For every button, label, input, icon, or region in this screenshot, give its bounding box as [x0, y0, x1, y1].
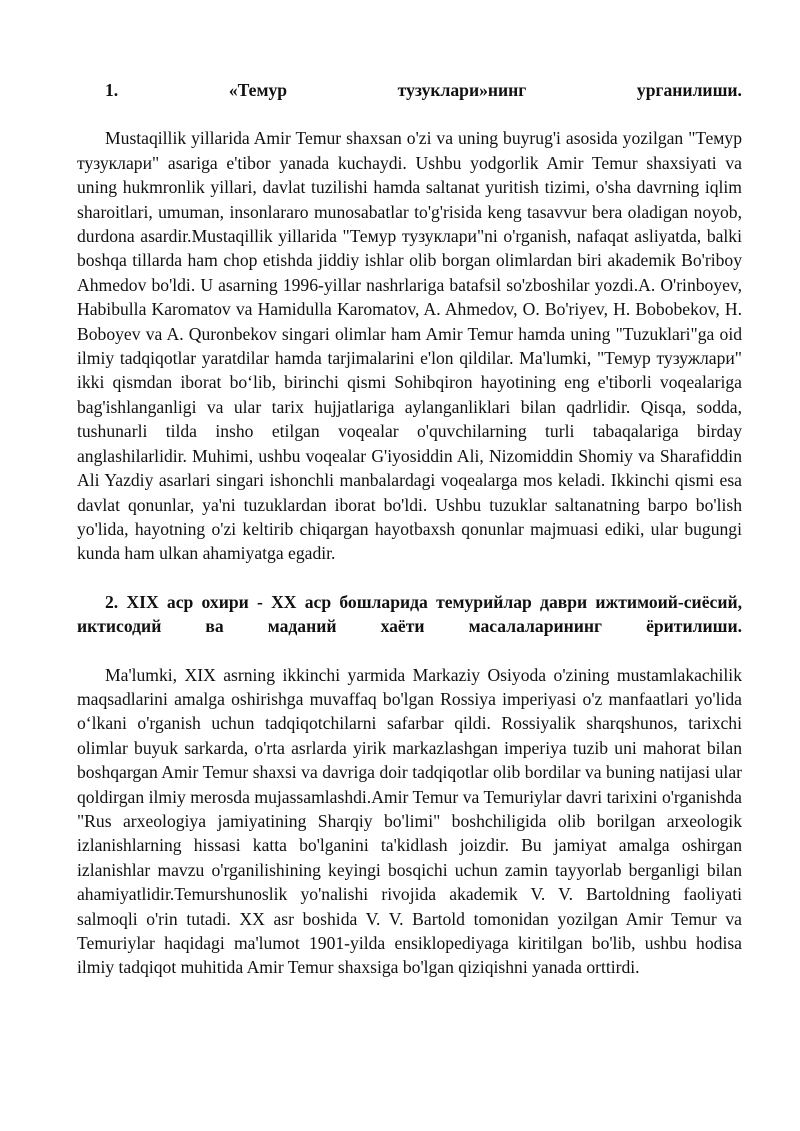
spacer — [77, 102, 742, 126]
section-1-heading — [77, 78, 742, 102]
section-2-paragraph: Ma'lumki, XIX asrning ikkinchi yarmida Markaziy Osiyoda o'zining mustamlakachilik maqsadlarini amalga oshirishga muvaffaq bo'lgan Rossiya imperiyasi o'z manfaatlari yo'lida o‘lkani o'rganish uchun tadqiqotchilarni safarbar qildi. Rossiyalik sharqshunos, tarixchi olimlar buyuk sarkarda, o'rta asrlarda yirik markazlashgan imperiya tuzib uni mahorat bilan boshqargan Amir Temur shaxsi va davriga doir tadqiqotlar olib bordilar va buning natijasi ular qoldirgan ilmiy merosda mujassamlashdi.Amir Temur va Temuriylar davri tarixini o'rganishda "Rus arxeologiya jamiyatining Sharqiy bo'limi" boshchiligida olib borilgan arxeologik izlanishlarning hissasi katta bo'lganini ta'kidlash joizdir. Bu jamiyat amalga oshirgan izlanishlar mavzu o'rganilishining keyingi bosqichi uchun zamin tayyorlab berganligi bilan ahamiyatlidir.Temurshunoslik yo'nalishi rivojida akademik V. V. Bartoldning faoliyati salmoqli o'rin tutadi. XX asr boshida V. V. Bartold tomonidan yozilgan Amir Temur va Temuriylar haqidagi ma'lumot 1901-yilda ensiklopediyaga kiritilgan bo'lib, ushbu hodisa ilmiy tadqiqot muhitida Amir Temur shaxsiga bo'lgan qiziqishni yanada orttirdi. — [77, 664, 742, 978]
section-2-heading: 2. XIX аср охири - XX аср бошларида темурийлар даври ижтимоий-сиёсий, иктисодий ва маданий хаёти масалаларининг ёритилиши. — [77, 591, 742, 637]
spacer — [77, 566, 742, 590]
document-page — [77, 78, 742, 980]
section-1-title-word-2: тузуклари»нинг — [397, 80, 527, 100]
section-1-title-word-1: «Темур — [228, 80, 288, 100]
section-1-title-word-3: урганилиши. — [636, 80, 742, 100]
section-1-paragraph: Mustaqillik yillarida Amir Temur shaxsan o'zi va uning buyrug'i asosida yozilgan "Темур тузуклари" asariga e'tibor yanada kuchaydi. Ushbu yodgorlik Amir Temur shaxsiyati va uning hukmronlik yillari, davlat tuzilishi hamda saltanat yuritish tizimi, o'sha davrning iqlim sharoitlari, umuman, insonlararo munosabatlar to'g'risida keng tasavvur bera oladigan noyob, durdona asardir.Mustaqillik yillarida "Темур тузуклари"ni o'rganish, nafaqat asliyatda, balki boshqa tillarda ham chop etishda jiddiy ishlar olib borgan olimlardan biri akademik Bo'riboy Ahmedov bo'ldi. U asarning 1996-yillar nashrlariga batafsil so'zboshilar yozdi.A. O'rinboyev, Habibulla Karomatov va Hamidulla Karomatov, A. Ahmedov, O. Bo'riyev, H. Bobobekov, H. Boboyev va A. Quronbekov singari olimlar ham Amir Temur hamda uning "Tuzuklari"ga oid ilmiy tadqiqotlar yaratdilar hamda tarjimalarini e'lon qildilar. Ma'lumki, "Темур тузужлари" ikki qismdan iborat bo‘lib, birinchi qismi Sohibqiron hayotining eng e'tiborli voqealariga bag'ishlanganligi va ular tarix hujjatlariga aylanganliklari bilan qadrlidir. Qisqa, sodda, tushunarli tilda insho etilgan voqealar o'quvchilarning turli tabaqalariga birday anglashilarlidir. Muhimi, ushbu voqealar G'iyosiddin Ali, Nizomiddin Shomiy va Sharafiddin Ali Yazdiy asarlari singari ishonchli manbalardagi voqealarga mos keladi. Ikkinchi qismi esa davlat qonunlar, ya'ni tuzuklardan iborat bo'ldi. Ushbu tuzuklar saltanatning barpo bo'lish yo'lida, hayotning o'zi keltirib chiqargan hayotbaxsh qonunlar majmuasi ediki, ular bugungi kunda ham ulkan ahamiyatga egadir. — [77, 128, 742, 564]
section-1-number: 1. — [105, 80, 119, 100]
spacer — [77, 639, 742, 663]
